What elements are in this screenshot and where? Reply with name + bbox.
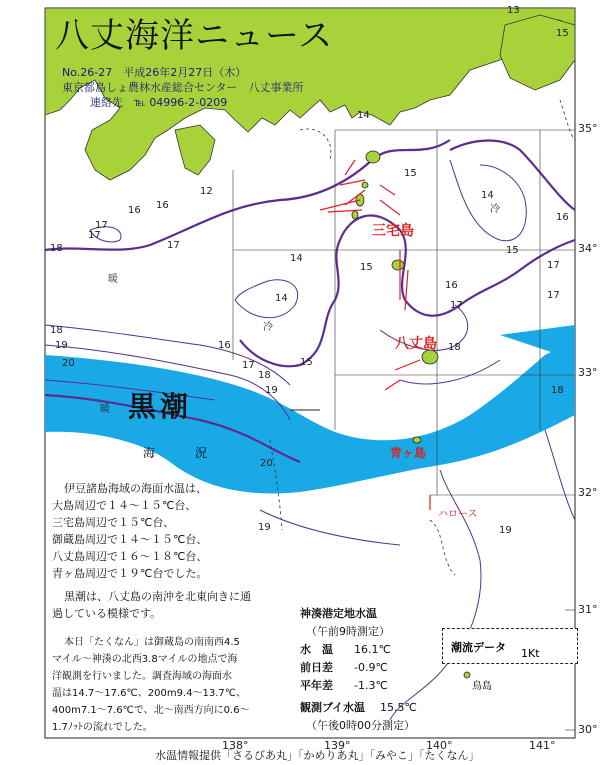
iso-label: 14 bbox=[481, 190, 494, 201]
iso-label: 15 bbox=[506, 245, 519, 256]
iso-label: 18 bbox=[50, 325, 63, 336]
buoy-label: 観測ブイ水温 bbox=[300, 701, 366, 714]
tide-subtitle: （午前9時測定） bbox=[306, 625, 390, 638]
lat-31: 31° bbox=[578, 603, 598, 616]
iso-label: 16 bbox=[128, 205, 141, 216]
kuroshio-east-tip bbox=[500, 325, 575, 360]
iso-label: 15 bbox=[404, 168, 417, 179]
label-warm-2: 暖 bbox=[100, 404, 110, 415]
island-torishima bbox=[464, 672, 470, 678]
iso-label: 20 bbox=[62, 358, 75, 369]
prev-diff-label: 前日差 bbox=[300, 661, 333, 674]
island-shikinejima bbox=[352, 211, 358, 219]
iso-label: 18 bbox=[448, 342, 461, 353]
label-aogashima: 青ヶ島 bbox=[390, 446, 427, 460]
iso-label: 17 bbox=[88, 230, 101, 241]
island-miyake bbox=[392, 260, 404, 270]
report-paragraph-1: 伊豆諸島海域の海面水温は、 大島周辺で１４～１５℃台、 三宅島周辺で１５℃台、 御蔵島周辺で１４～１５℃台、 八丈島周辺で１６～１８℃台、 青ヶ島周辺で１９℃台でした。 bbox=[52, 482, 208, 580]
lon-140: 140° bbox=[426, 739, 453, 752]
lat-33: 33° bbox=[578, 366, 598, 379]
label-kuroshio: 黒潮 bbox=[128, 390, 193, 423]
org-line: 東京都島しょ農林水産総合センター 八丈事業所 bbox=[62, 81, 304, 94]
iso-label: 19 bbox=[258, 522, 271, 533]
island-aogashima bbox=[413, 437, 421, 443]
island-toshima bbox=[362, 182, 368, 188]
iso-label: 16 bbox=[156, 200, 169, 211]
lat-34: 34° bbox=[578, 242, 598, 255]
buoy-note: （午後0時00分測定） bbox=[306, 719, 415, 732]
label-cold-1: 冷 bbox=[263, 322, 273, 333]
label-cold-2: 冷 bbox=[490, 204, 500, 215]
iso-label: 17 bbox=[167, 240, 180, 251]
land-izu-peninsula bbox=[175, 125, 215, 175]
iso-label: 15 bbox=[360, 262, 373, 273]
iso-label: 17 bbox=[95, 220, 108, 231]
page-title: 八丈海洋ニュース bbox=[55, 16, 334, 56]
iso-label: 17 bbox=[450, 300, 463, 311]
land-boso bbox=[500, 15, 575, 90]
current-legend bbox=[442, 628, 578, 664]
lat-35: 35° bbox=[578, 122, 598, 135]
label-torishima: 鳥島 bbox=[472, 681, 492, 692]
tide-station-panel bbox=[300, 605, 417, 735]
iso-label: 16 bbox=[218, 340, 231, 351]
iso-label: 17 bbox=[242, 360, 255, 371]
iso-label: 16 bbox=[556, 212, 569, 223]
report-heading: 海 況 bbox=[143, 446, 222, 460]
iso-label: 15 bbox=[300, 357, 313, 368]
iso-label: 17 bbox=[547, 260, 560, 271]
iso-label: 19 bbox=[55, 340, 68, 351]
report-paragraph-2: 黒潮は、八丈島の南沖を北東向きに通 過している模様です。 bbox=[52, 590, 251, 620]
issue-line: No.26-27 平成26年2月27日（木） bbox=[62, 66, 247, 79]
prev-diff-value: -0.9℃ bbox=[354, 661, 388, 674]
iso-label: 14 bbox=[275, 293, 288, 304]
footer-credits: 水温情報提供「さるびあ丸」「かめりあ丸」「みやこ」「たくなん」 bbox=[155, 749, 480, 762]
legend-title: 潮流データ bbox=[451, 641, 506, 654]
lat-32: 32° bbox=[578, 486, 598, 499]
iso-label: 18 bbox=[50, 243, 63, 254]
tide-title: 神湊港定地水温 bbox=[300, 607, 377, 620]
label-miyake: 三宅島 bbox=[372, 223, 414, 239]
water-temp-value: 16.1℃ bbox=[354, 643, 391, 656]
normal-diff-value: -1.3℃ bbox=[354, 679, 388, 692]
normal-diff-label: 平年差 bbox=[300, 679, 333, 692]
water-temp-label: 水 温 bbox=[300, 643, 333, 656]
buoy-value: 15.5℃ bbox=[380, 701, 417, 714]
lon-138: 138° bbox=[222, 739, 249, 752]
iso-label: 17 bbox=[547, 290, 560, 301]
iso-label: 15 bbox=[556, 28, 569, 39]
lat-30: 30° bbox=[578, 723, 598, 736]
iso-label: 16 bbox=[445, 280, 458, 291]
island-oshima bbox=[366, 151, 380, 163]
iso-label: 19 bbox=[499, 525, 512, 536]
iso-label: 14 bbox=[290, 253, 303, 264]
lon-141: 141° bbox=[529, 739, 556, 752]
iso-label: 18 bbox=[551, 385, 564, 396]
iso-label: 19 bbox=[265, 385, 278, 396]
iso-label: 14 bbox=[357, 110, 370, 121]
label-hachijo: 八丈島 bbox=[395, 336, 437, 352]
contact-line: 連絡先 ℡ 04996-2-0209 bbox=[90, 96, 228, 109]
label-halos: ハロース bbox=[438, 509, 478, 520]
lon-139: 139° bbox=[324, 739, 351, 752]
label-warm-1: 暖 bbox=[108, 274, 118, 285]
report-paragraph-3: 本日「たくなん」は御蔵島の南南西4.5 マイル～神湊の北西3.8マイルの地点で海 洋観測を行いました。調査海域の海面水 温は14.7～17.6℃、200m9.4～13.7℃、 400m7.1～7.6℃で、北～南西方向に0.6～ 1.7ﾉｯﾄの流れでした。 bbox=[52, 637, 250, 733]
iso-label: 13 bbox=[507, 5, 520, 16]
iso-label: 12 bbox=[200, 186, 213, 197]
issue-info bbox=[62, 65, 304, 110]
iso-label: 18 bbox=[258, 370, 271, 381]
legend-scale: 1Kt bbox=[521, 647, 540, 660]
iso-label: 20 bbox=[260, 458, 273, 469]
